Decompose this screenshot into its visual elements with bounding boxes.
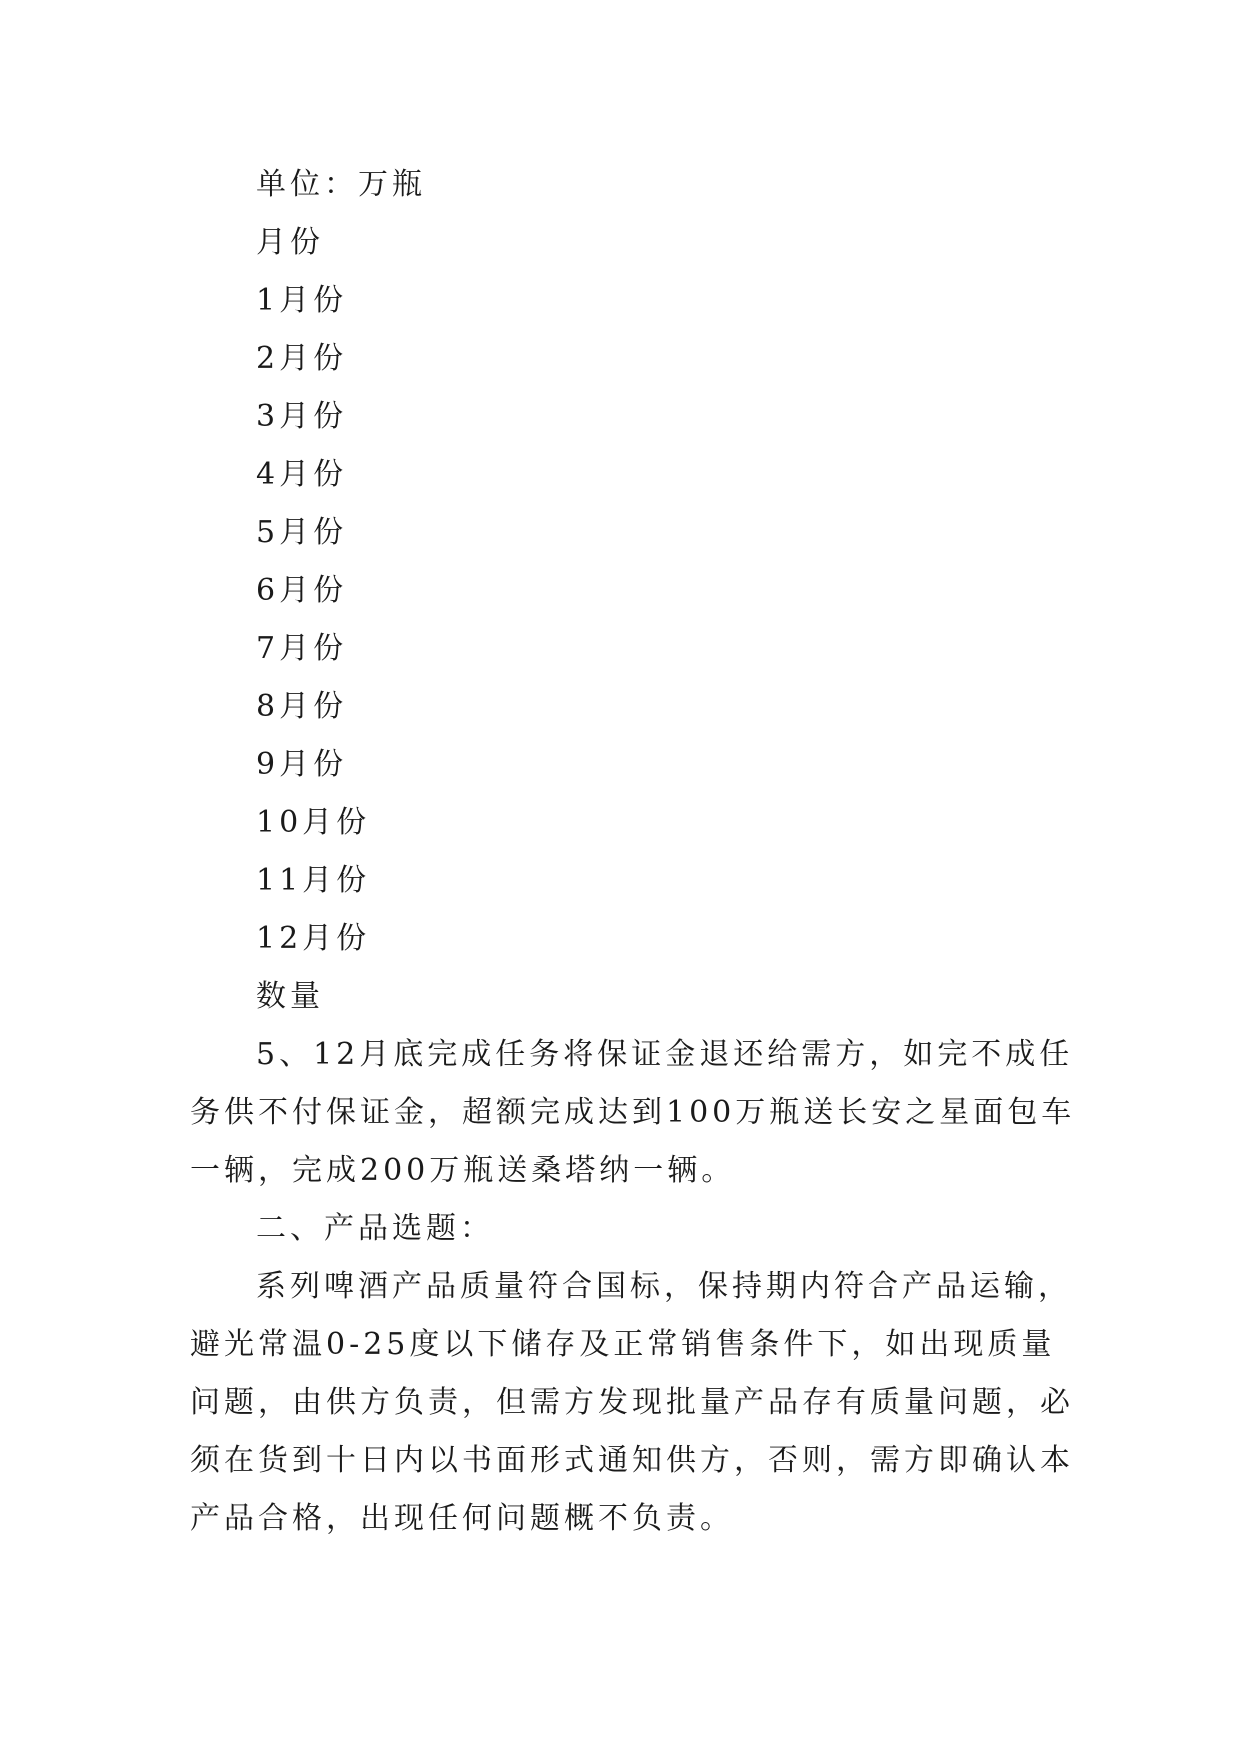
month-row: 1月份 bbox=[256, 283, 348, 318]
clause-5-line-2: 务供不付保证金，超额完成达到100万瓶送长安之星面包车 bbox=[190, 1095, 1076, 1130]
unit-line: 单位：万瓶 bbox=[256, 167, 426, 202]
month-row: 5月份 bbox=[256, 515, 348, 550]
month-row: 2月份 bbox=[256, 341, 348, 376]
section-2-line-2: 避光常温0-25度以下储存及正常销售条件下，如出现质量 bbox=[190, 1327, 1056, 1362]
section-2-line-4: 须在货到十日内以书面形式通知供方，否则，需方即确认本 bbox=[190, 1443, 1074, 1478]
month-row: 3月份 bbox=[256, 399, 348, 434]
clause-5-line-3: 一辆，完成200万瓶送桑塔纳一辆。 bbox=[190, 1153, 736, 1188]
month-row: 7月份 bbox=[256, 631, 348, 666]
section-2-line-1: 系列啤酒产品质量符合国标，保持期内符合产品运输， bbox=[256, 1269, 1072, 1304]
month-row: 11月份 bbox=[256, 863, 371, 898]
month-row: 4月份 bbox=[256, 457, 348, 492]
section-2-heading: 二、产品选题： bbox=[256, 1211, 494, 1246]
clause-5-line-1: 5、12月底完成任务将保证金退还给需方，如完不成任 bbox=[256, 1037, 1074, 1072]
month-row: 12月份 bbox=[256, 921, 371, 956]
month-row: 10月份 bbox=[256, 805, 371, 840]
month-row: 8月份 bbox=[256, 689, 348, 724]
quantity-label: 数量 bbox=[256, 979, 324, 1014]
month-row: 6月份 bbox=[256, 573, 348, 608]
table-header-month: 月份 bbox=[256, 225, 324, 260]
section-2-line-5: 产品合格，出现任何问题概不负责。 bbox=[190, 1501, 734, 1536]
section-2-line-3: 问题，由供方负责，但需方发现批量产品存有质量问题，必 bbox=[190, 1385, 1074, 1420]
month-row: 9月份 bbox=[256, 747, 348, 782]
